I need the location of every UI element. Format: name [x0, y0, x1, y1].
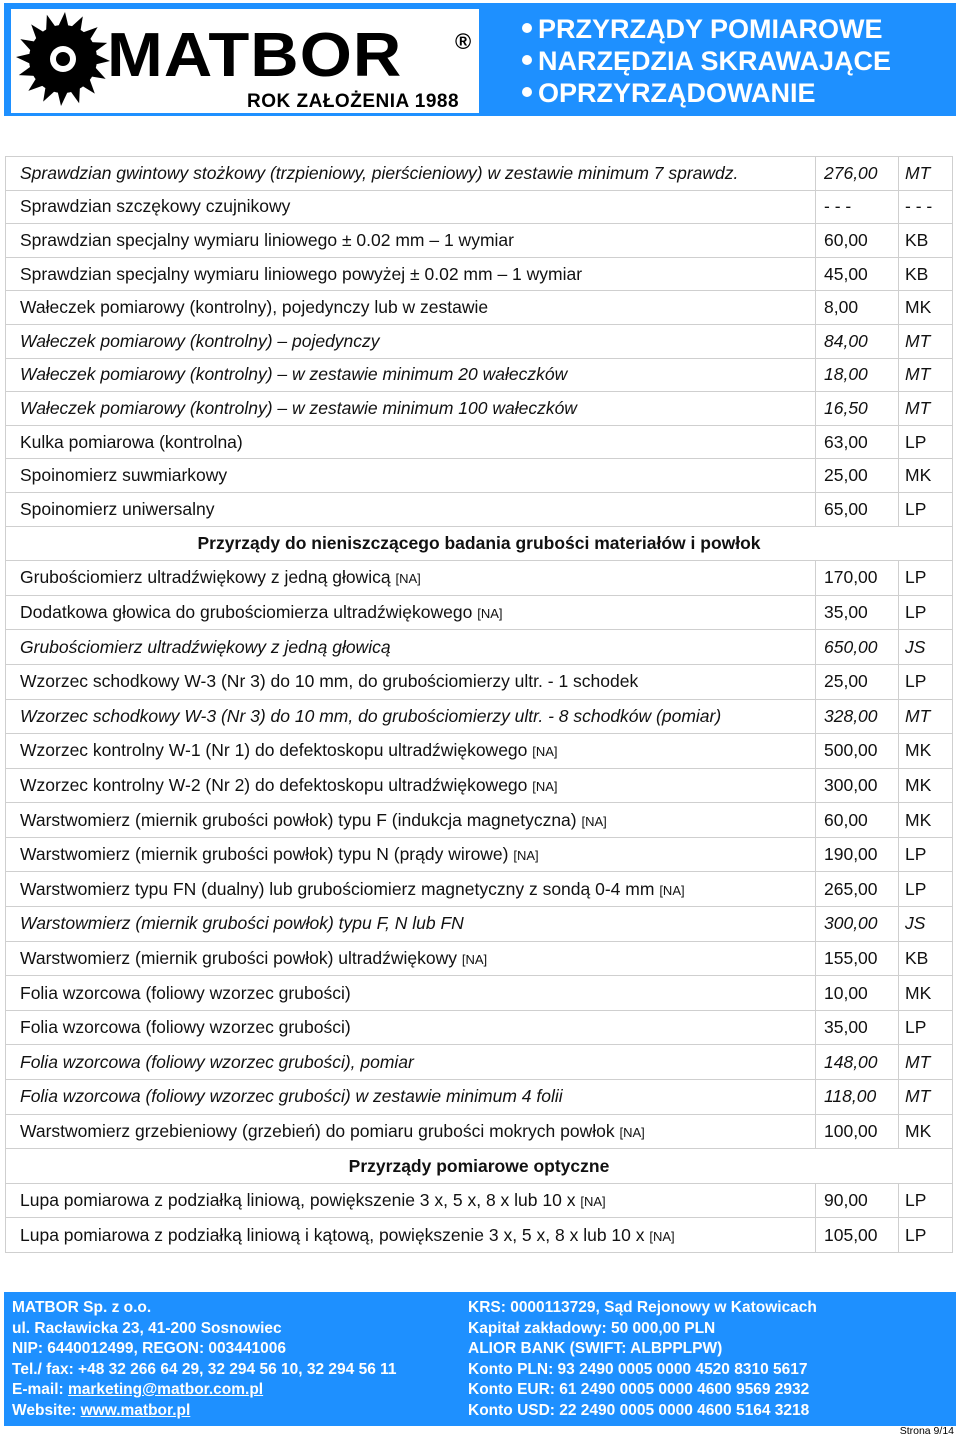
code-cell: MT [899, 392, 953, 426]
price-cell: 276,00 [816, 157, 899, 191]
price-cell: 10,00 [816, 976, 899, 1011]
item-name-cell [6, 630, 816, 665]
slogan-item: OPRZYRZĄDOWANIE [522, 77, 891, 109]
price-cell: 90,00 [816, 1183, 899, 1218]
price-cell: 35,00 [816, 595, 899, 630]
item-name: Sprawdzian gwintowy stożkowy (trzpieniowy, pierścieniowy) w zestawie minimum 7 sprawdz. [20, 162, 739, 183]
table-row [6, 1045, 953, 1080]
table-row [6, 492, 953, 526]
price-cell: 170,00 [816, 561, 899, 596]
item-name-cell [6, 595, 816, 630]
item-name-cell [6, 257, 816, 291]
footer-line: Konto PLN: 93 2490 0005 0000 4520 8310 5617 [468, 1360, 808, 1378]
footer-line [12, 1401, 397, 1422]
footer-text: ul. Racławicka 23, 41-200 Sosnowiec [12, 1319, 282, 1337]
table-row [6, 190, 953, 224]
company-logo [11, 9, 479, 113]
table-row [6, 734, 953, 769]
code-cell: LP [899, 492, 953, 526]
email-link[interactable]: marketing@matbor.com.pl [67, 1381, 264, 1398]
table-row [6, 699, 953, 734]
code-cell: MT [899, 358, 953, 392]
item-name: Grubościomierz ultradźwiękowy z jedną głowicą [20, 636, 391, 657]
page-header [4, 3, 956, 116]
item-name-cell [6, 699, 816, 734]
price-cell: 148,00 [816, 1045, 899, 1080]
code-cell: MK [899, 459, 953, 493]
website-link[interactable]: www.matbor.pl [80, 1401, 191, 1419]
price-cell: 65,00 [816, 492, 899, 526]
code-cell: MK [899, 803, 953, 838]
item-name: Folia wzorcowa (foliowy wzorzec grubości), pomiar [20, 1051, 414, 1072]
item-name: Warstwomierz (miernik grubości powłok) ultradźwiękowy [20, 947, 457, 968]
item-name-cell [6, 1010, 816, 1045]
price-cell: 265,00 [816, 872, 899, 907]
footer-line: ALIOR BANK (SWIFT: ALBPPLPW) [468, 1340, 723, 1357]
item-name: Warstwomierz (miernik grubości powłok) typu N (prądy wirowe) [20, 844, 509, 865]
item-name: Wzorzec schodkowy W-3 (Nr 3) do 10 mm, do grubościomierzy ultr. - 8 schodków (pomiar) [20, 705, 722, 726]
item-name: Folia wzorcowa (foliowy wzorzec grubości) [20, 982, 351, 1003]
code-cell: MK [899, 734, 953, 769]
page-footer [4, 1292, 956, 1426]
na-tag: [NA] [461, 951, 488, 967]
item-name-cell [6, 392, 816, 426]
footer-line [12, 1298, 397, 1319]
price-cell: 84,00 [816, 324, 899, 358]
code-cell: JS [899, 630, 953, 665]
saw-tooth [16, 53, 33, 65]
item-name-cell [6, 1114, 816, 1149]
code-cell: MK [899, 976, 953, 1011]
item-name-cell [6, 492, 816, 526]
na-tag: [NA] [532, 778, 558, 794]
bullet-icon [522, 55, 532, 65]
item-name-cell [6, 358, 816, 392]
price-cell: 60,00 [816, 224, 899, 258]
footer-text: E-mail: [12, 1381, 68, 1398]
item-name-cell [6, 291, 816, 325]
na-tag: [NA] [532, 744, 558, 760]
item-name-cell [6, 561, 816, 596]
item-name-cell [6, 1045, 816, 1080]
saw-blade-icon [11, 9, 121, 113]
table-row [6, 1114, 953, 1149]
item-name-cell [6, 324, 816, 358]
code-cell: MT [899, 157, 953, 191]
item-name: Kulka pomiarowa (kontrolna) [20, 431, 243, 452]
table-row [6, 837, 953, 872]
code-cell: MK [899, 768, 953, 803]
price-cell: - - - [816, 190, 899, 224]
item-name-cell [6, 1080, 816, 1115]
footer-text: Tel./ fax: +48 32 266 64 29, 32 294 56 10, 32 294 56 11 [12, 1360, 397, 1378]
code-cell: MT [899, 1080, 953, 1115]
price-cell: 100,00 [816, 1114, 899, 1149]
item-name: Folia wzorcowa (foliowy wzorzec grubości) [20, 1017, 351, 1038]
item-name: Wzorzec kontrolny W-1 (Nr 1) do defektoskopu ultradźwiękowego [20, 740, 528, 761]
table-row [6, 561, 953, 596]
code-cell: MT [899, 324, 953, 358]
table-row [6, 157, 953, 191]
price-cell: 25,00 [816, 459, 899, 493]
section-title: Przyrządy pomiarowe optyczne [6, 1149, 953, 1184]
item-name: Lupa pomiarowa z podziałką liniową i kątową, powiększenie 3 x, 5 x, 8 x lub 10 x [20, 1224, 645, 1245]
section-header-row [6, 1149, 953, 1184]
founded-year: ROK ZAŁOŻENIA 1988 [247, 91, 460, 112]
code-cell: JS [899, 907, 953, 942]
slogan-item: PRZYRZĄDY POMIAROWE [522, 13, 891, 45]
footer-company-info [12, 1298, 397, 1421]
price-cell: 18,00 [816, 358, 899, 392]
footer-line [12, 1380, 397, 1401]
footer-line: Konto EUR: 61 2490 0005 0000 4600 9569 2932 [468, 1381, 810, 1398]
na-tag: [NA] [581, 813, 607, 829]
footer-line [12, 1339, 397, 1360]
table-row [6, 1080, 953, 1115]
price-cell: 60,00 [816, 803, 899, 838]
code-cell: LP [899, 872, 953, 907]
saw-tooth [57, 89, 69, 106]
table-row [6, 630, 953, 665]
item-name-cell [6, 768, 816, 803]
item-name-cell [6, 1218, 816, 1253]
item-name: Wzorzec kontrolny W-2 (Nr 2) do defektoskopu ultradźwiękowego [20, 774, 528, 795]
na-tag: [NA] [580, 1194, 606, 1210]
item-name-cell [6, 872, 816, 907]
item-name-cell [6, 664, 816, 699]
na-tag: [NA] [477, 606, 503, 622]
price-cell: 500,00 [816, 734, 899, 769]
price-cell: 328,00 [816, 699, 899, 734]
na-tag: [NA] [513, 848, 539, 864]
price-cell: 155,00 [816, 941, 899, 976]
item-name: Wałeczek pomiarowy (kontrolny) – pojedynczy [20, 330, 380, 351]
page-number: Strona 9/14 [899, 1425, 954, 1437]
item-name: Warstwomierz (miernik grubości powłok) typu F (indukcja magnetyczna) [20, 809, 577, 830]
item-name: Dodatkowa głowica do grubościomierza ultradźwiękowego [20, 602, 473, 623]
slogan-list [522, 13, 891, 109]
section-title: Przyrządy do nieniszczącego badania grubości materiałów i powłok [6, 526, 953, 561]
item-name: Spoinomierz uniwersalny [20, 498, 215, 519]
item-name-cell [6, 734, 816, 769]
table-row [6, 1218, 953, 1253]
price-cell: 300,00 [816, 907, 899, 942]
price-table [5, 156, 953, 1253]
price-cell: 300,00 [816, 768, 899, 803]
item-name: Wzorzec schodkowy W-3 (Nr 3) do 10 mm, do grubościomierzy ultr. - 1 schodek [20, 671, 639, 692]
table-row [6, 976, 953, 1011]
footer-line [12, 1319, 397, 1340]
item-name-cell [6, 425, 816, 459]
code-cell: LP [899, 1010, 953, 1045]
footer-line: Konto USD: 22 2490 0005 0000 4600 5164 3218 [468, 1401, 810, 1419]
item-name: Sprawdzian szczękowy czujnikowy [20, 196, 291, 217]
code-cell: MK [899, 291, 953, 325]
price-cell: 63,00 [816, 425, 899, 459]
item-name-cell [6, 976, 816, 1011]
price-cell: 8,00 [816, 291, 899, 325]
footer-line: KRS: 0000113729, Sąd Rejonowy w Katowicach [468, 1299, 817, 1316]
table-row [6, 872, 953, 907]
item-name-cell [6, 224, 816, 258]
item-name-cell [6, 459, 816, 493]
price-cell: 105,00 [816, 1218, 899, 1253]
item-name: Spoinomierz suwmiarkowy [20, 465, 228, 486]
item-name-cell [6, 837, 816, 872]
footer-text: MATBOR Sp. z o.o. [12, 1299, 152, 1316]
na-tag: [NA] [659, 882, 685, 898]
bullet-icon [522, 23, 532, 33]
code-cell: LP [899, 837, 953, 872]
table-row [6, 392, 953, 426]
footer-text: NIP: 6440012499, REGON: 003441006 [12, 1340, 287, 1357]
item-name-cell [6, 941, 816, 976]
table-row [6, 1010, 953, 1045]
table-row [6, 664, 953, 699]
price-cell: 190,00 [816, 837, 899, 872]
item-name: Wałeczek pomiarowy (kontrolny) – w zestawie minimum 20 wałeczków [20, 364, 568, 385]
code-cell: LP [899, 664, 953, 699]
bullet-icon [522, 87, 532, 97]
saw-tooth [57, 12, 69, 29]
table-row [6, 324, 953, 358]
registered-mark: ® [455, 29, 472, 54]
price-cell: 35,00 [816, 1010, 899, 1045]
item-name-cell [6, 803, 816, 838]
code-cell: LP [899, 425, 953, 459]
table-row [6, 291, 953, 325]
item-name: Folia wzorcowa (foliowy wzorzec grubości) w zestawie minimum 4 folii [20, 1086, 563, 1107]
table-row [6, 768, 953, 803]
item-name-cell [6, 1183, 816, 1218]
item-name: Sprawdzian specjalny wymiaru liniowego powyżej ± 0.02 mm – 1 wymiar [20, 263, 583, 284]
na-tag: [NA] [619, 1124, 645, 1140]
footer-line [12, 1360, 397, 1381]
table-row [6, 358, 953, 392]
code-cell: MK [899, 1114, 953, 1149]
code-cell: LP [899, 561, 953, 596]
code-cell: LP [899, 1183, 953, 1218]
code-cell: LP [899, 1218, 953, 1253]
item-name-cell [6, 190, 816, 224]
price-cell: 16,50 [816, 392, 899, 426]
code-cell: MT [899, 699, 953, 734]
code-cell: LP [899, 595, 953, 630]
item-name: Wałeczek pomiarowy (kontrolny) – w zestawie minimum 100 wałeczków [20, 397, 577, 418]
footer-bank-info [468, 1298, 817, 1421]
table-row [6, 803, 953, 838]
na-tag: [NA] [395, 571, 421, 587]
table-row [6, 595, 953, 630]
item-name: Warstowmierz (miernik grubości powłok) typu F, N lub FN [20, 913, 464, 934]
item-name: Warstwomierz typu FN (dualny) lub grubościomierz magnetyczny z sondą 0-4 mm [20, 878, 655, 899]
table-row [6, 425, 953, 459]
code-cell: MT [899, 1045, 953, 1080]
footer-text: Website: [12, 1401, 81, 1419]
table-row [6, 1183, 953, 1218]
item-name: Wałeczek pomiarowy (kontrolny), pojedynczy lub w zestawie [20, 297, 489, 318]
item-name-cell [6, 907, 816, 942]
item-name: Grubościomierz ultradźwiękowy z jedną głowicą [20, 567, 391, 588]
price-cell: 25,00 [816, 664, 899, 699]
price-cell: 650,00 [816, 630, 899, 665]
code-cell: KB [899, 257, 953, 291]
code-cell: KB [899, 941, 953, 976]
price-cell: 118,00 [816, 1080, 899, 1115]
table-row [6, 257, 953, 291]
item-name-cell [6, 157, 816, 191]
table-row [6, 224, 953, 258]
table-row [6, 459, 953, 493]
item-name: Warstwomierz grzebieniowy (grzebień) do pomiaru grubości mokrych powłok [20, 1120, 615, 1141]
slogan-item: NARZĘDZIA SKRAWAJĄCE [522, 45, 891, 77]
section-header-row [6, 526, 953, 561]
item-name: Sprawdzian specjalny wymiaru liniowego ± 0.02 mm – 1 wymiar [20, 229, 514, 250]
logo-wordmark: MATBOR [107, 21, 403, 90]
table-row [6, 941, 953, 976]
price-cell: 45,00 [816, 257, 899, 291]
table-row [6, 907, 953, 942]
code-cell: - - - [899, 190, 953, 224]
code-cell: KB [899, 224, 953, 258]
footer-line: Kapitał zakładowy: 50 000,00 PLN [468, 1319, 716, 1337]
item-name: Lupa pomiarowa z podziałką liniową, powiększenie 3 x, 5 x, 8 x lub 10 x [20, 1190, 576, 1211]
na-tag: [NA] [649, 1228, 675, 1244]
